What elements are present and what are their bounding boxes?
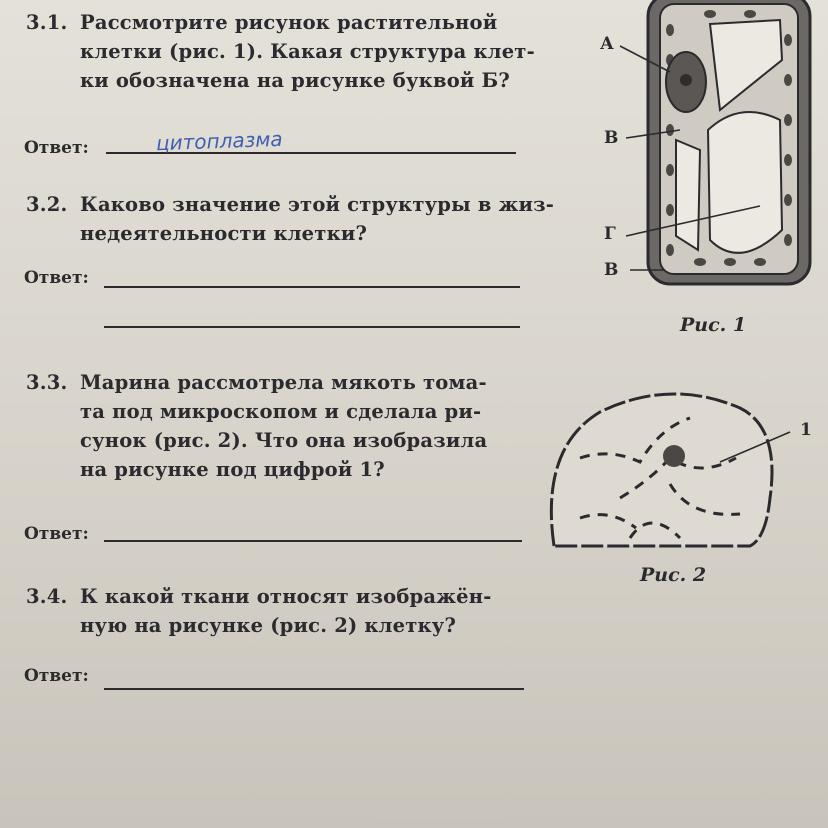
question-line: та под микроскопом и сделала ри- bbox=[80, 400, 482, 423]
figure-2-tomato-cell bbox=[540, 388, 828, 558]
answer-label: Ответ: bbox=[24, 268, 89, 288]
question-line: недеятельности клетки? bbox=[80, 222, 368, 245]
answer-line[interactable] bbox=[104, 688, 524, 690]
question-line: Марина рассмотрела мякоть тома- bbox=[80, 371, 487, 394]
answer-label: Ответ: bbox=[24, 666, 89, 686]
question-line: на рисунке под цифрой 1? bbox=[80, 458, 385, 481]
answer-label: Ответ: bbox=[24, 138, 89, 158]
answer-line[interactable] bbox=[104, 286, 520, 288]
question-line: К какой ткани относят изображён- bbox=[80, 585, 492, 608]
question-3-3 bbox=[26, 368, 487, 484]
question-number: 3.3. bbox=[26, 371, 68, 394]
question-3-1 bbox=[26, 8, 535, 95]
figure-2-caption: Рис. 2 bbox=[640, 564, 707, 586]
figure-1-label-a: А bbox=[600, 34, 614, 54]
question-line: Рассмотрите рисунок растительной bbox=[80, 11, 498, 34]
question-number: 3.1. bbox=[26, 11, 68, 34]
question-3-2 bbox=[26, 190, 554, 248]
question-number: 3.2. bbox=[26, 193, 68, 216]
question-number: 3.4. bbox=[26, 585, 68, 608]
question-3-4 bbox=[26, 582, 491, 640]
answer-label: Ответ: bbox=[24, 524, 89, 544]
question-line: ки обозначена на рисунке буквой Б? bbox=[80, 69, 511, 92]
figure-1-caption: Рис. 1 bbox=[680, 314, 747, 336]
question-line: клетки (рис. 1). Какая структура клет- bbox=[80, 40, 535, 63]
figure-1-plant-cell bbox=[590, 0, 828, 310]
handwritten-answer: цитоплазма bbox=[155, 126, 283, 156]
figure-1-label-g: Г bbox=[604, 224, 616, 244]
answer-line[interactable] bbox=[104, 326, 520, 328]
figure-2-label-1: 1 bbox=[800, 420, 812, 440]
figure-1-label-b: В bbox=[604, 128, 619, 148]
question-line: Каково значение этой структуры в жиз- bbox=[80, 193, 555, 216]
answer-line[interactable] bbox=[104, 540, 522, 542]
question-line: ную на рисунке (рис. 2) клетку? bbox=[80, 614, 457, 637]
figure-1-label-v: В bbox=[604, 260, 619, 280]
question-line: сунок (рис. 2). Что она изобразила bbox=[80, 429, 488, 452]
